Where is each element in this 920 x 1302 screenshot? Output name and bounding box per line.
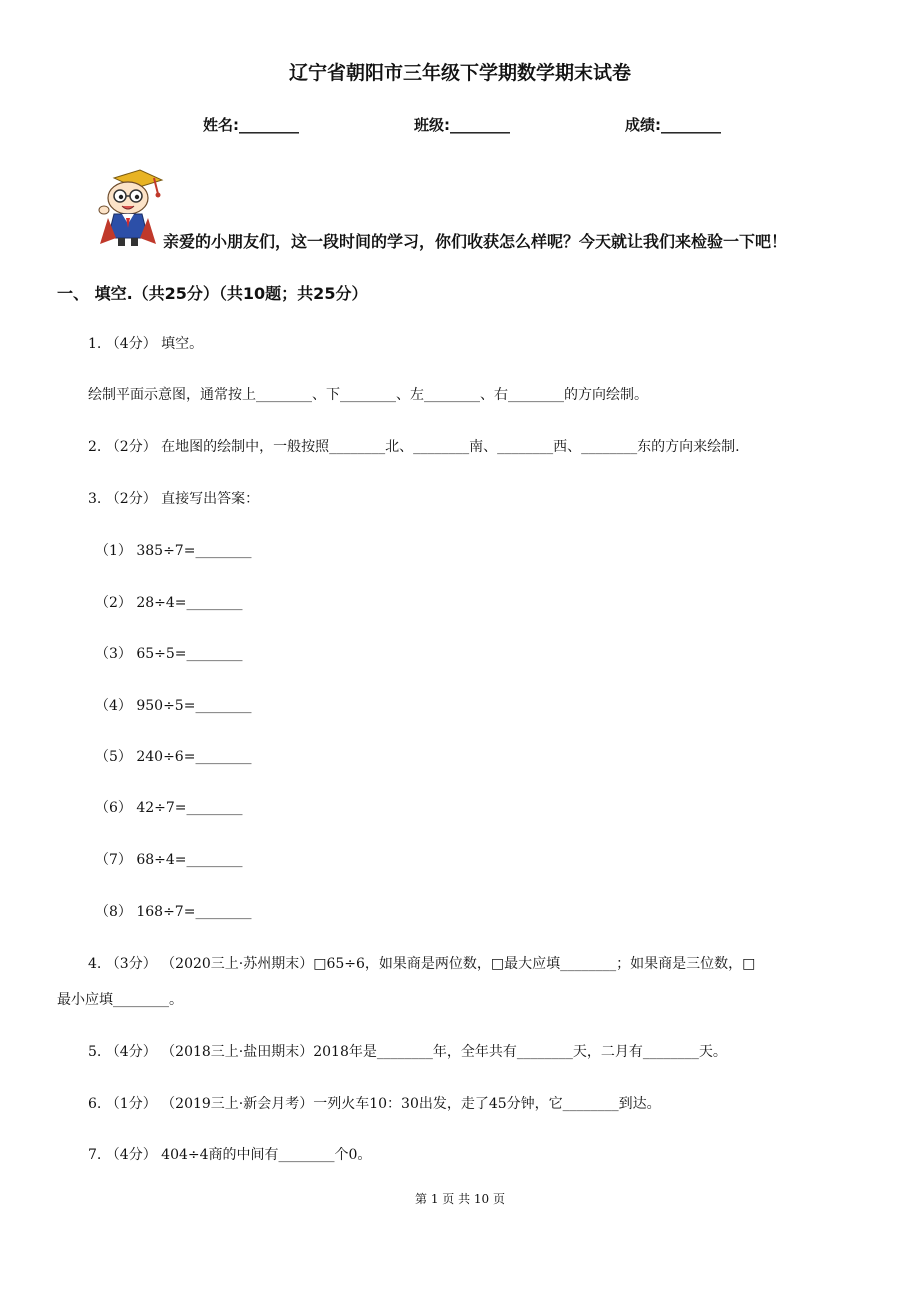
question-4-line2: 最小应填________。 bbox=[57, 992, 183, 1008]
score-field: 成绩:________ bbox=[625, 116, 721, 134]
section-heading: 一、 填空.（共25分）（共10题；共25分） bbox=[57, 284, 368, 303]
question-3-item: （7） 68÷4=________ bbox=[95, 852, 243, 868]
name-field: 姓名:________ bbox=[203, 116, 299, 134]
question-6: 6. （1分） （2019三上·新会月考）一列火车10：30出发，走了45分钟，它________到达。 bbox=[88, 1096, 661, 1112]
question-3-heading: 3. （2分） 直接写出答案： bbox=[88, 491, 260, 507]
question-3-item: （2） 28÷4=________ bbox=[95, 595, 243, 611]
question-3-item: （5） 240÷6=________ bbox=[95, 749, 252, 765]
question-5: 5. （4分） （2018三上·盐田期末）2018年是________年，全年共有________天，二月有________天。 bbox=[88, 1044, 727, 1060]
page-footer: 第 1 页 共 10 页 bbox=[415, 1192, 505, 1206]
question-1-body: 绘制平面示意图，通常按上________、下________、左________、右________的方向绘制。 bbox=[88, 387, 648, 403]
mascot-icon bbox=[92, 168, 166, 248]
question-3-item: （1） 385÷7=________ bbox=[95, 543, 252, 559]
question-7: 7. （4分） 404÷4商的中间有________个0。 bbox=[88, 1147, 372, 1163]
question-3-item: （8） 168÷7=________ bbox=[95, 904, 252, 920]
page-title: 辽宁省朝阳市三年级下学期数学期末试卷 bbox=[288, 62, 631, 84]
question-3-item: （6） 42÷7=________ bbox=[95, 800, 243, 816]
question-1-heading: 1. （4分） 填空。 bbox=[88, 336, 204, 352]
question-3-item: （4） 950÷5=________ bbox=[95, 698, 252, 714]
class-field: 班级:________ bbox=[414, 116, 510, 134]
greeting-text: 亲爱的小朋友们，这一段时间的学习，你们收获怎么样呢？今天就让我们来检验一下吧！ bbox=[163, 232, 788, 251]
question-2: 2. （2分） 在地图的绘制中，一般按照________北、________南、________西、________东的方向来绘制. bbox=[88, 439, 740, 455]
question-3-item: （3） 65÷5=________ bbox=[95, 646, 243, 662]
question-4-line1: 4. （3分） （2020三上·苏州期末）□65÷6，如果商是两位数，□最大应填________；如果商是三位数，□ bbox=[88, 956, 756, 972]
